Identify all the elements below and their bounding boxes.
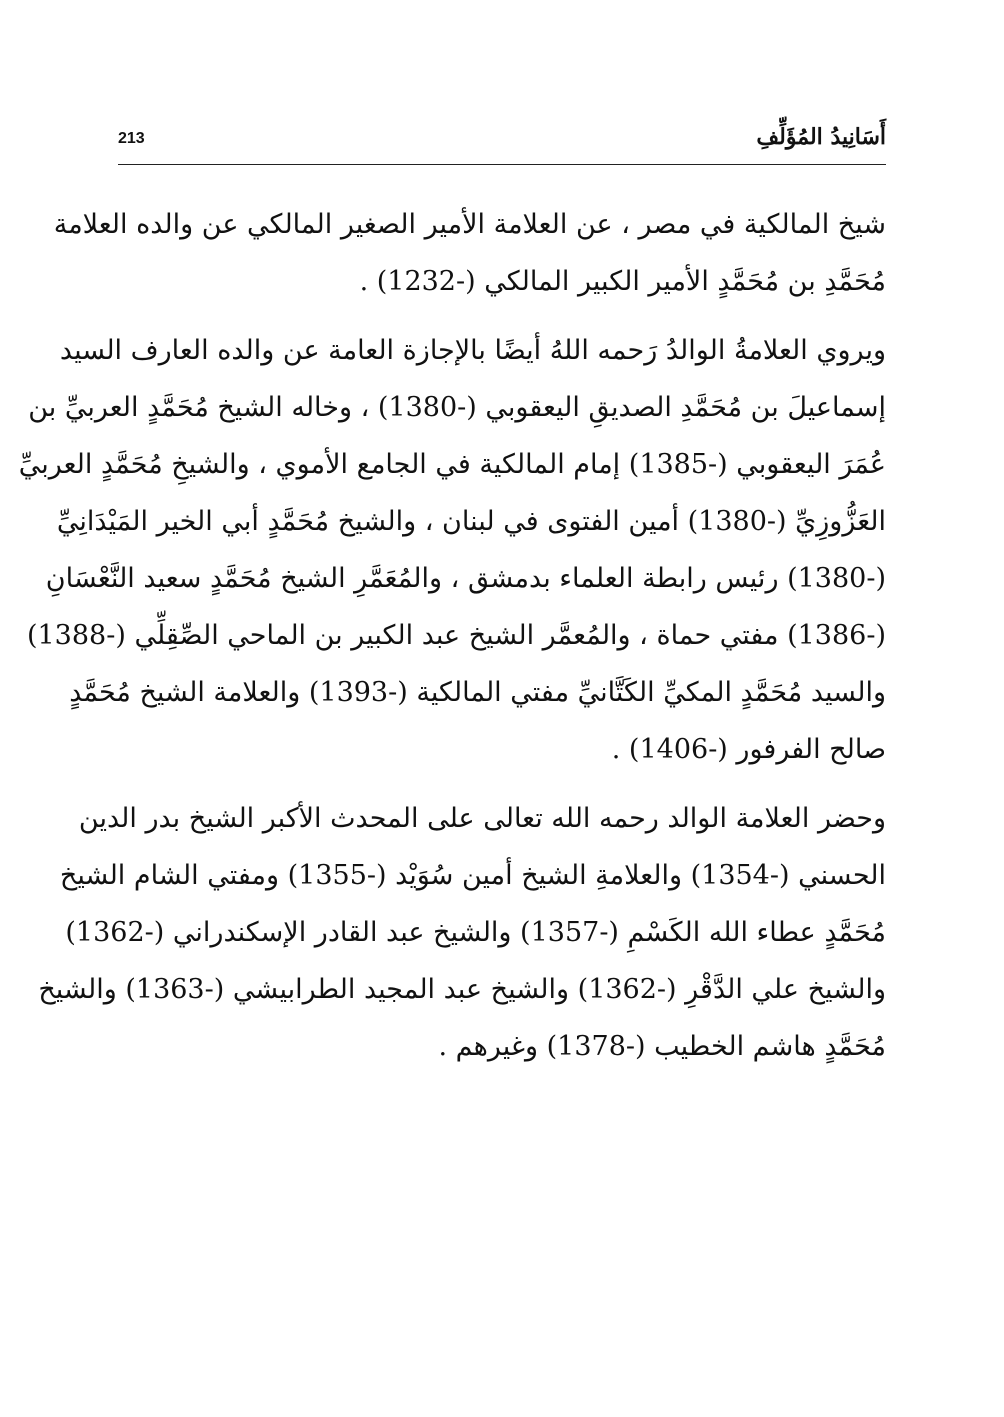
paragraph: [53, 196, 886, 310]
text-line: مُحَمَّدٍ عطاء الله الكَسْمِ (-1357) والشيخ عبد القادر الإسكندراني (-1362): [65, 917, 886, 948]
page-number: 213: [118, 130, 145, 147]
body-text: [18, 196, 886, 1087]
text-line: صالح الفرفور (-1406) .: [611, 734, 886, 765]
page-header: [118, 124, 886, 165]
text-line: والسيد مُحَمَّدٍ المكيِّ الكَتَّانيِّ مفتي المالكية (-1393) والعلامة الشيخ مُحَمَّدٍ: [69, 677, 886, 708]
text-line: (-1386) مفتي حماة ، والمُعمَّر الشيخ عبد الكبير بن الماحي الصِّقِلِّي (-1388): [26, 620, 886, 651]
text-line: الحسني (-1354) والعلامةِ الشيخ أمين سُوَيْد (-1355) ومفتي الشام الشيخ: [59, 860, 886, 891]
text-line: إسماعيلَ بن مُحَمَّدِ الصديقِ اليعقوبي (-1380) ، وخاله الشيخ مُحَمَّدٍ العربيِّ بن: [28, 392, 886, 423]
text-line: عُمَرَ اليعقوبي (-1385) إمام المالكية في الجامع الأموي ، والشيخِ مُحَمَّدٍ العربيِّ: [18, 449, 886, 480]
running-title: أَسَانِيدُ المُؤَلِّفِ: [756, 124, 886, 150]
text-line: العَزُّوزِيِّ (-1380) أمين الفتوى في لبنان ، والشيخ مُحَمَّدٍ أبي الخير المَيْدَانِيِّ: [56, 506, 886, 537]
text-line: وحضر العلامة الوالد رحمه الله تعالى على المحدث الأكبر الشيخ بدر الدين: [78, 803, 886, 834]
text-line: مُحَمَّدٍ هاشم الخطيب (-1378) وغيرهم .: [438, 1031, 886, 1062]
text-line: مُحَمَّدِ بن مُحَمَّدٍ الأمير الكبير المالكي (-1232) .: [359, 266, 886, 297]
paragraph: [38, 790, 886, 1075]
text-line: ويروي العلامةُ الوالدُ رَحمه اللهُ أيضًا بالإجازة العامة عن والده العارف السيد: [59, 335, 886, 366]
text-line: والشيخ علي الدَّقْرِ (-1362) والشيخ عبد المجيد الطرابيشي (-1363) والشيخ: [38, 974, 886, 1005]
paragraph: [18, 322, 886, 778]
text-line: (-1380) رئيس رابطة العلماء بدمشق ، والمُعَمَّرِ الشيخ مُحَمَّدٍ سعيد النَّعْسَانِ: [45, 563, 886, 594]
text-line: شيخ المالكية في مصر ، عن العلامة الأمير الصغير المالكي عن والده العلامة: [53, 209, 886, 240]
